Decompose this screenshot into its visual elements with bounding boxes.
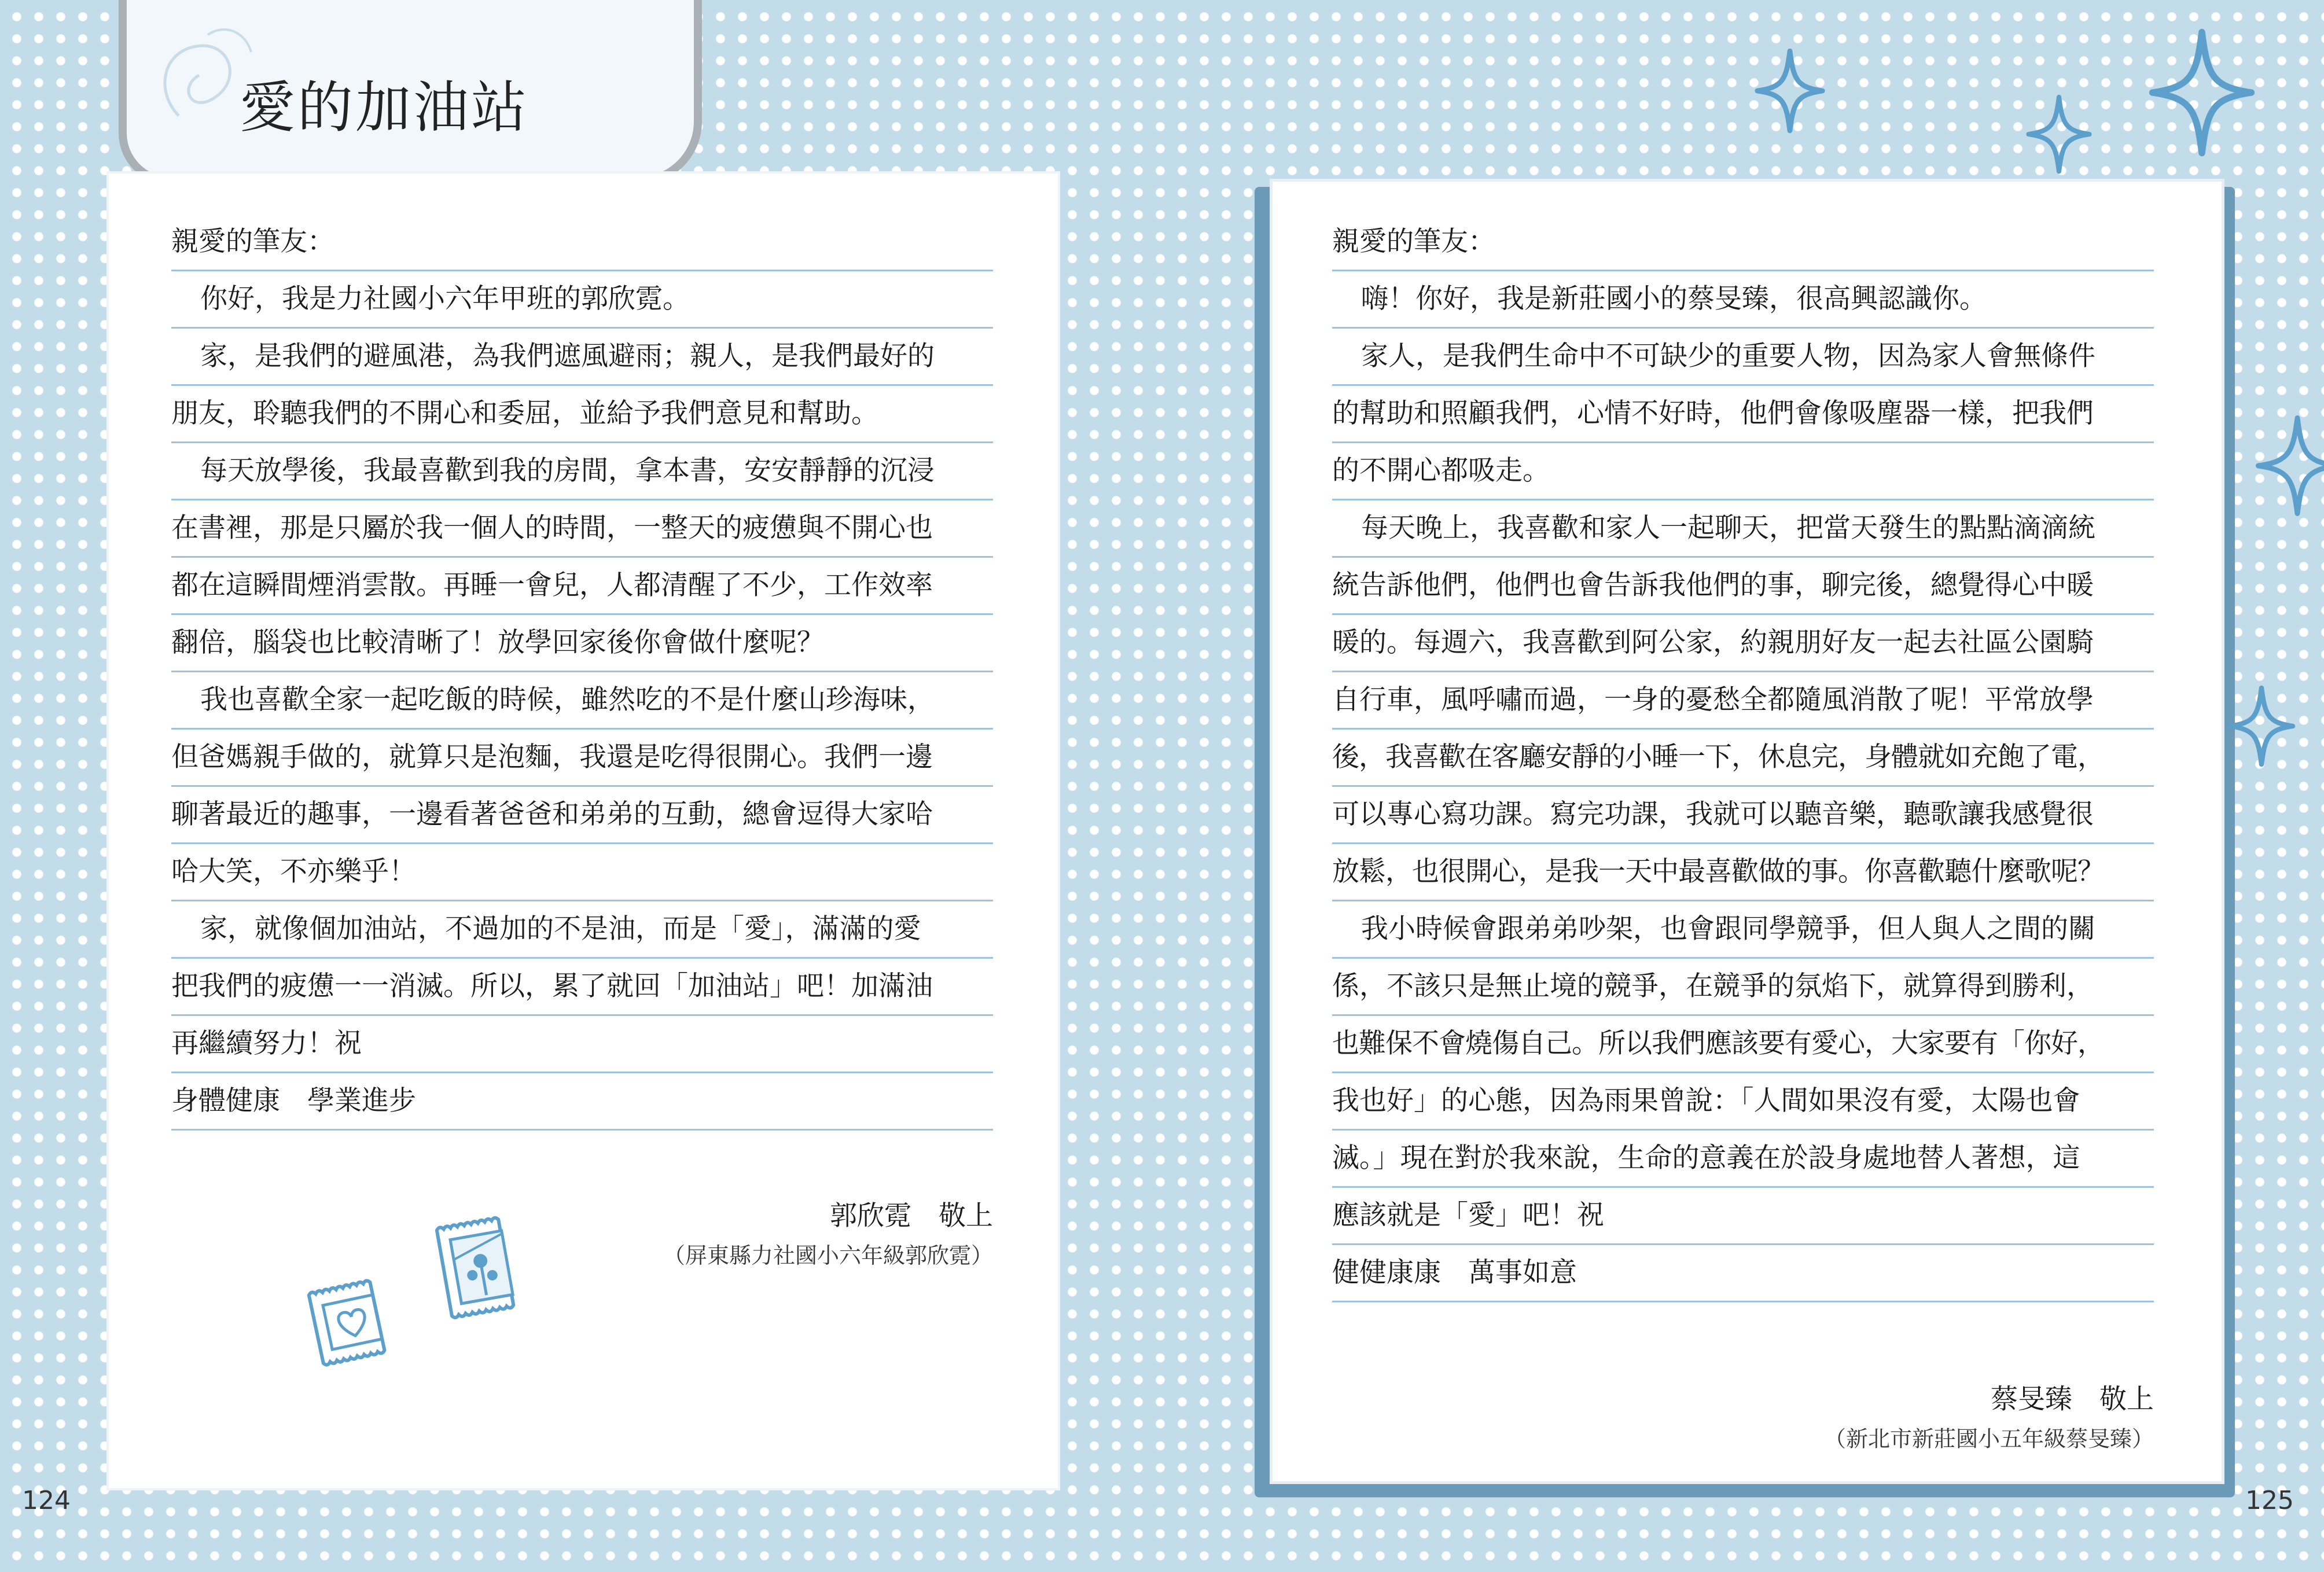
letter-line: 健健康康 萬事如意: [1332, 1245, 2154, 1302]
flower-stamp-icon: [429, 1209, 528, 1325]
signature: 蔡旻臻 敬上: [1991, 1383, 2154, 1415]
sparkle-icon: [2227, 683, 2296, 770]
letter-line: 自行車，風呼嘯而過，一身的憂愁全都隨風消散了呢！平常放學: [1332, 672, 2154, 730]
letter-line: 滅。」現在對於我來說，生命的意義在於設身處地替人著想，這: [1332, 1131, 2154, 1188]
letter-line: 的不開心都吸走。: [1332, 443, 2154, 500]
letter-line: 我也好」的心態，因為雨果曾說：「人間如果沒有愛，太陽也會: [1332, 1073, 2154, 1131]
page-number-left: 124: [22, 1486, 71, 1515]
letter-line: 朋友，聆聽我們的不開心和委屈，並給予我們意見和幫助。: [171, 386, 993, 443]
letter-line: 每天放學後，我最喜歡到我的房間，拿本書，安安靜靜的沉浸: [171, 443, 993, 500]
letter-line: 在書裡，那是只屬於我一個人的時間，一整天的疲憊與不開心也: [171, 500, 993, 558]
right-letter: [1332, 214, 2154, 1453]
sparkle-icon: [1752, 47, 1827, 134]
sparkle-icon: [2147, 23, 2257, 162]
letter-line: 你好，我是力社國小六年甲班的郭欣霓。: [171, 271, 993, 329]
letter-line: 嗨！你好，我是新莊國小的蔡旻臻，很高興認識你。: [1332, 271, 2154, 329]
letter-line: 統告訴他們，他們也會告訴我他們的事，聊完後，總覺得心中暖: [1332, 558, 2154, 615]
page-number-right: 125: [2245, 1486, 2294, 1515]
letter-line: 身體健康 學業進步: [171, 1073, 993, 1131]
letter-line: 應該就是「愛」吧！祝: [1332, 1188, 2154, 1245]
letter-line: 家人，是我們生命中不可缺少的重要人物，因為家人會無條件: [1332, 329, 2154, 386]
letter-line: 聊著最近的趣事，一邊看著爸爸和弟弟的互動，總會逗得大家哈: [171, 787, 993, 844]
page-title: 愛的加油站: [240, 75, 529, 140]
letter-line: 把我們的疲憊一一消滅。所以，累了就回「加油站」吧！加滿油: [171, 959, 993, 1016]
letter-line: 暖的。每週六，我喜歡到阿公家，約親朋好友一起去社區公園騎: [1332, 615, 2154, 672]
letter-line: 再繼續努力！祝: [171, 1016, 993, 1073]
letter-line: 親愛的筆友：: [171, 214, 993, 271]
left-letter: [171, 214, 993, 1269]
letter-line: 翻倍，腦袋也比較清晰了！放學回家後你會做什麼呢？: [171, 615, 993, 672]
letter-line: 也難保不會燒傷自己。所以我們應該要有愛心，大家要有「你好，: [1332, 1016, 2154, 1073]
letter-line: 家，就像個加油站，不過加的不是油，而是「愛」，滿滿的愛: [171, 901, 993, 959]
letter-line: 每天晚上，我喜歡和家人一起聊天，把當天發生的點點滴滴統: [1332, 500, 2154, 558]
letter-line: 哈大笑，不亦樂乎！: [171, 844, 993, 901]
signature: 郭欣霓 敬上: [830, 1200, 993, 1232]
letter-line: 後，我喜歡在客廳安靜的小睡一下，休息完，身體就如充飽了電，: [1332, 730, 2154, 787]
sparkle-icon: [2024, 94, 2094, 175]
school-caption: （新北市新莊國小五年級蔡旻臻）: [1823, 1426, 2154, 1452]
letter-line: 但爸媽親手做的，就算只是泡麵，我還是吃得很開心。我們一邊: [171, 730, 993, 787]
letter-line: 係，不該只是無止境的競爭，在競爭的氛焰下，就算得到勝利，: [1332, 959, 2154, 1016]
letter-line: 放鬆，也很開心，是我一天中最喜歡做的事。你喜歡聽什麼歌呢？: [1332, 844, 2154, 901]
letter-line: 的幫助和照顧我們，心情不好時，他們會像吸塵器一樣，把我們: [1332, 386, 2154, 443]
letter-line: 家，是我們的避風港，為我們遮風避雨；親人，是我們最好的: [171, 329, 993, 386]
title-tab: [119, 0, 702, 185]
letter-line: 都在這瞬間煙消雲散。再睡一會兒，人都清醒了不少，工作效率: [171, 558, 993, 615]
letter-line: 我小時候會跟弟弟吵架，也會跟同學競爭，但人與人之間的關: [1332, 901, 2154, 959]
letter-line: 可以專心寫功課。寫完功課，我就可以聽音樂，聽歌讓我感覺很: [1332, 787, 2154, 844]
heart-stamp-icon: [298, 1264, 402, 1380]
school-caption: （屏東縣力社國小六年級郭欣霓）: [663, 1243, 993, 1268]
sparkle-icon: [2254, 405, 2324, 527]
letter-line: 親愛的筆友：: [1332, 214, 2154, 271]
letter-line: 我也喜歡全家一起吃飯的時候，雖然吃的不是什麼山珍海味，: [171, 672, 993, 730]
